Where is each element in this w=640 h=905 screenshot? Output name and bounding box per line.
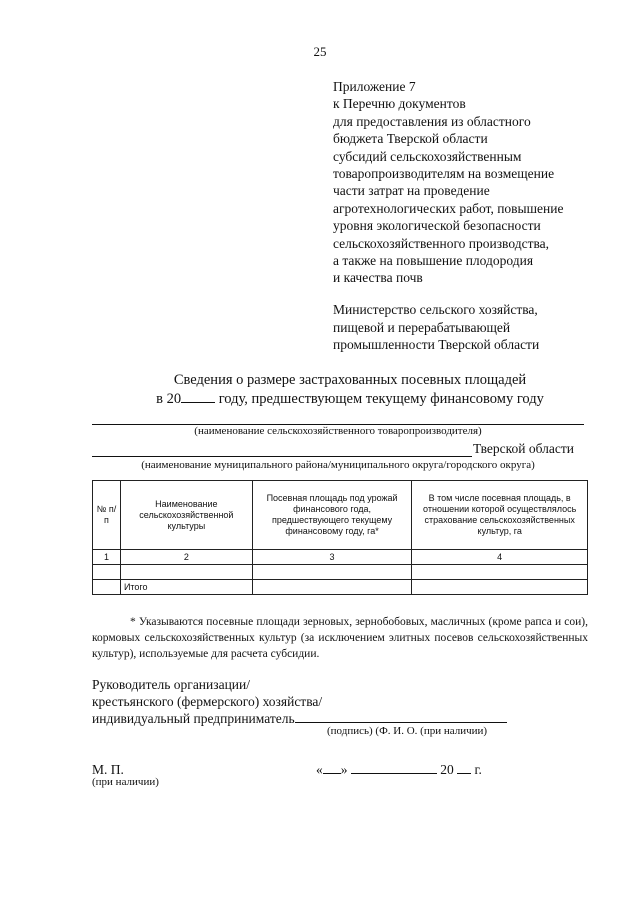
municipality-row bbox=[92, 441, 584, 458]
signatory-block bbox=[92, 676, 507, 727]
year-blank[interactable] bbox=[181, 391, 215, 403]
appendix-line: Приложение 7 bbox=[333, 79, 416, 94]
producer-caption: (наименование сельскохозяйственного товаропроизводителя) bbox=[194, 425, 482, 437]
appendix-line: к Перечню документов bbox=[333, 96, 466, 112]
table-cell[interactable] bbox=[252, 565, 412, 580]
header-insured-area: В том числе посевная площадь, в отношении которой осуществлялось страхование сельскохозяйственных культур, га bbox=[412, 481, 588, 550]
ministry-line: промышленности Тверской области bbox=[333, 337, 540, 353]
total-label: Итого bbox=[120, 580, 252, 595]
column-number: 1 bbox=[93, 550, 121, 565]
insured-area-table bbox=[92, 480, 588, 595]
signature-line[interactable] bbox=[295, 710, 507, 723]
appendix-line: и качества почв bbox=[333, 270, 423, 286]
table-header-row bbox=[93, 481, 588, 550]
appendix-line: товаропроизводителям на возмещение bbox=[333, 166, 555, 182]
header-crop: Наименование сельскохозяйственной культуры bbox=[120, 481, 252, 550]
header-sown-area: Посевная площадь под урожай финансового года, предшествующего текущему финансовому году, га* bbox=[252, 481, 412, 550]
date-field bbox=[316, 762, 482, 778]
appendix-line: сельскохозяйственного производства, bbox=[333, 235, 550, 251]
table-numbering-row bbox=[93, 550, 588, 565]
year-suffix: г. bbox=[474, 762, 482, 777]
municipality-name-line[interactable] bbox=[92, 456, 472, 457]
ministry-line: пищевой и перерабатывающей bbox=[333, 319, 511, 335]
signature-caption: (подпись) (Ф. И. О. (при наличии) bbox=[327, 725, 488, 737]
month-blank[interactable] bbox=[351, 762, 437, 774]
table-cell[interactable] bbox=[412, 565, 588, 580]
document-title bbox=[80, 371, 620, 408]
total-sown-area-cell[interactable] bbox=[252, 580, 412, 595]
stamp-caption: (при наличии) bbox=[92, 776, 159, 788]
page-number: 25 bbox=[313, 44, 327, 59]
appendix-line: субсидий сельскохозяйственным bbox=[333, 148, 522, 164]
table-cell[interactable] bbox=[93, 565, 121, 580]
ministry-line: Министерство сельского хозяйства, bbox=[333, 302, 538, 317]
table-row bbox=[93, 565, 588, 580]
signatory-title: индивидуальный предприниматель bbox=[92, 711, 295, 726]
year-prefix: 20 bbox=[440, 762, 454, 777]
total-insured-area-cell[interactable] bbox=[412, 580, 588, 595]
signatory-line-2: крестьянского (фермерского) хозяйства/ bbox=[92, 694, 323, 709]
title-line-1: Сведения о размере застрахованных посевных площадей bbox=[173, 372, 527, 388]
ministry-addressee bbox=[333, 301, 623, 354]
appendix-line: части затрат на проведение bbox=[333, 183, 490, 199]
title-year-prefix: в 20 bbox=[156, 390, 182, 407]
header-number: № п/п bbox=[93, 481, 121, 550]
day-blank[interactable] bbox=[323, 762, 341, 774]
table-total-row bbox=[93, 580, 588, 595]
stamp-label: М. П. bbox=[92, 762, 124, 777]
title-year-suffix: году, предшествующем текущему финансовому году bbox=[215, 390, 544, 407]
column-number: 3 bbox=[252, 550, 412, 565]
year-blank[interactable] bbox=[457, 762, 471, 774]
region-text: Тверской области bbox=[473, 441, 574, 456]
footnote: * Указываются посевные площади зерновых, зернобобовых, масличных (кроме рапса и сои), кормовых сельскохозяйственных культур (за исключением элитных посевов сельскохозяйственных культур), используемые для расчета субсидии. bbox=[92, 616, 588, 660]
table-cell[interactable] bbox=[120, 565, 252, 580]
table-cell bbox=[93, 580, 121, 595]
date-close-quote: » bbox=[340, 762, 348, 777]
signatory-line-1: Руководитель организации/ bbox=[92, 677, 251, 692]
municipality-caption: (наименование муниципального района/муниципального округа/городского округа) bbox=[141, 459, 535, 471]
title-line-2 bbox=[80, 390, 620, 409]
appendix-line: агротехнологических работ, повышение bbox=[333, 200, 564, 216]
appendix-header bbox=[333, 78, 623, 287]
appendix-line: бюджета Тверской области bbox=[333, 131, 488, 147]
appendix-line: уровня экологической безопасности bbox=[333, 218, 541, 234]
appendix-line: а также на повышение плодородия bbox=[333, 253, 534, 269]
column-number: 4 bbox=[412, 550, 588, 565]
date-open-quote: « bbox=[316, 762, 323, 777]
column-number: 2 bbox=[120, 550, 252, 565]
appendix-line: для предоставления из областного bbox=[333, 113, 531, 129]
